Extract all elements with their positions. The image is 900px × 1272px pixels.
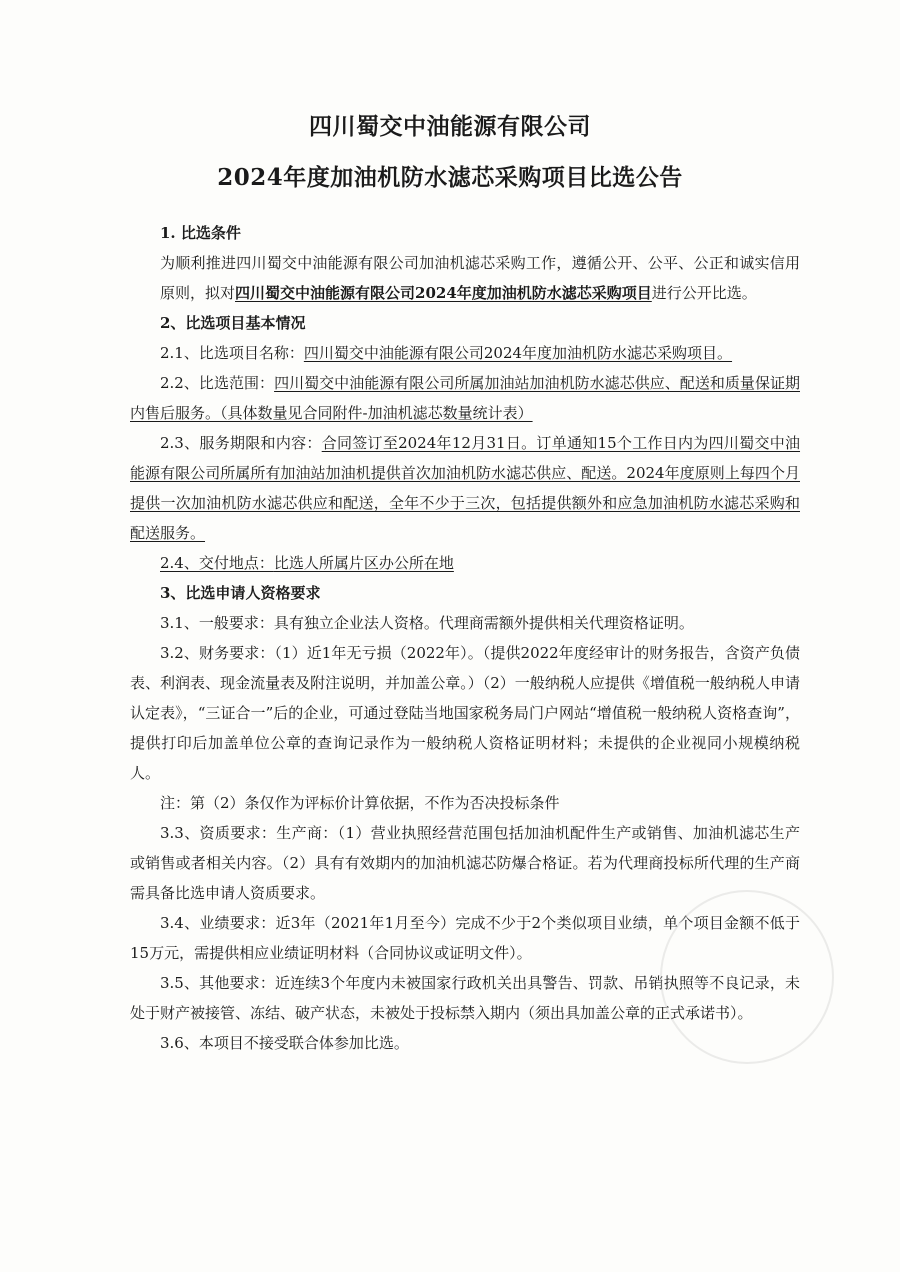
item-3-6: 3.6、本项目不接受联合体参加比选。 — [160, 1034, 409, 1052]
section-1-paragraph — [160, 248, 800, 308]
section-1-heading: 1. 比选条件 — [160, 224, 241, 242]
item-3-5-text: 3.5、其他要求：近连续3个年度内未被国家行政机关出具警告、罚款、吊销执照等不良记录，未处于财产被接管、冻结、破产状态，未被处于投标禁入期内（须出具加盖公章的正式承诺书）。 — [130, 974, 800, 1022]
item-3-2-note: 注：第（2）条仅作为评标价计算依据，不作为否决投标条件 — [160, 794, 560, 812]
section-2-heading: 2、比选项目基本情况 — [160, 314, 306, 332]
item-2-1 — [160, 338, 800, 368]
item-2-2 — [130, 368, 800, 428]
s1-text-a: 为顺利推进四川蜀交中油能源有限公司加油机滤芯采购工作，遵循公开、公平、公正和诚实信用原则，拟对 — [160, 254, 800, 302]
item-2-4-value: 比选人所属片区办公所在地 — [273, 554, 454, 572]
item-3-2 — [130, 638, 800, 788]
item-2-4 — [160, 548, 800, 578]
s1-text-b: 进行公开比选。 — [651, 284, 757, 302]
item-2-3-value: 合同签订至2024年12月31日。订单通知15个工作日内为四川蜀交中油能源有限公司所属所有加油站加油机提供首次加油机防水滤芯供应、配送。2024年度原则上每四个月提供一次加油机防水滤芯供应和配送，全年不少于三次，包括提供额外和应急加油机防水滤芯采购和配送服务。 — [130, 434, 801, 542]
item-3-4-text: 3.4、业绩要求：近3年（2021年1月至今）完成不少于2个类似项目业绩，单个项目金额不低于15万元，需提供相应业绩证明材料（合同协议或证明文件）。 — [130, 914, 800, 962]
item-2-1-label: 2.1、比选项目名称： — [160, 344, 304, 362]
item-2-2-value: 四川蜀交中油能源有限公司所属加油站加油机防水滤芯供应、配送和质量保证期内售后服务。（具体数量见合同附件-加油机滤芯数量统计表） — [130, 374, 800, 422]
item-2-2-label: 2.2、比选范围： — [160, 374, 275, 392]
item-3-3 — [130, 818, 800, 908]
document-body — [130, 218, 801, 1058]
document-title-project: 2024年度加油机防水滤芯采购项目比选公告 — [217, 164, 683, 191]
item-3-2-text: 3.2、财务要求：（1）近1年无亏损（2022年）。（提供2022年度经审计的财务报告，含资产负债表、利润表、现金流量表及附注说明，并加盖公章。）（2）一般纳税人应提供《增值税一般纳税人申请认定表》，“三证合一”后的企业，可通过登陆当地国家税务局门户网站“增值税一般纳税人资格查询”，提供打印后加盖单位公章的查询记录作为一般纳税人资格证明材料；未提供的企业视同小规模纳税人。 — [130, 644, 800, 782]
item-3-5 — [130, 968, 800, 1028]
item-3-4 — [130, 908, 800, 968]
item-3-3-text: 3.3、资质要求：生产商：（1）营业执照经营范围包括加油机配件生产或销售、加油机滤芯生产或销售或者相关内容。（2）具有有效期内的加油机滤芯防爆合格证。若为代理商投标所代理的生产商需具备比选申请人资质要求。 — [130, 824, 800, 902]
document-title-company: 四川蜀交中油能源有限公司 — [309, 113, 591, 140]
item-2-1-value: 四川蜀交中油能源有限公司2024年度加油机防水滤芯采购项目。 — [303, 344, 733, 362]
s1-project-name: 四川蜀交中油能源有限公司2024年度加油机防水滤芯采购项目 — [235, 284, 652, 302]
item-2-3-label: 2.3、服务期限和内容： — [160, 434, 322, 452]
item-2-4-label: 2.4、交付地点： — [160, 554, 274, 572]
item-3-1: 3.1、一般要求：具有独立企业法人资格。代理商需额外提供相关代理资格证明。 — [160, 614, 694, 632]
section-3-heading: 3、比选申请人资格要求 — [160, 584, 321, 602]
item-2-3 — [130, 428, 800, 548]
